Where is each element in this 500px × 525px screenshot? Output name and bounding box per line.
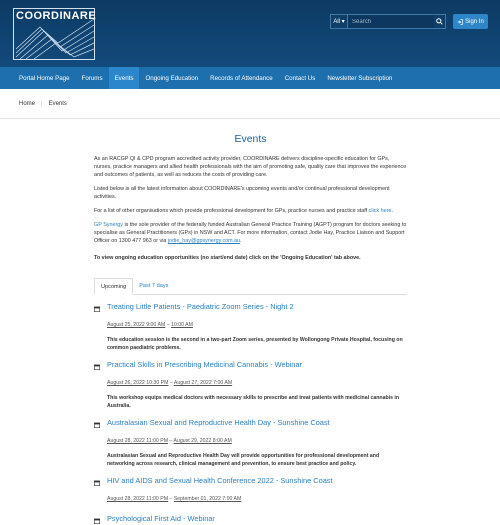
nav-item-ongoing-education[interactable]: Ongoing Education	[145, 74, 199, 82]
tab-upcoming[interactable]: Upcoming	[94, 278, 133, 295]
logo-text: COORDINARE	[16, 10, 97, 22]
sign-in-icon	[457, 19, 463, 25]
event-item	[94, 476, 407, 505]
search-bar	[330, 14, 446, 29]
search-button[interactable]	[434, 15, 445, 28]
gp-synergy-link[interactable]: GP Synergy	[94, 222, 123, 228]
search-scope-label: All	[333, 18, 340, 25]
gp-synergy-paragraph	[94, 221, 407, 245]
event-title-link[interactable]: Psychological First Aid - Webinar	[107, 514, 215, 523]
page-title: Events	[234, 133, 267, 145]
breadcrumb-home-link[interactable]: Home	[19, 101, 36, 107]
event-end-date[interactable]: 10:00 AM	[171, 322, 193, 328]
gp-synergy-text: is the sole provider of the federally funded Australian General Practice Training (AGPT) program for doctors seeking to specialise as General Practitioners (GPs) in NSW and ACT. For more information, contact Jodie Hay, Practice Liaison and Support Officer on 1300 477 963 or via	[94, 222, 407, 244]
calendar-icon	[94, 480, 100, 486]
nav-item-newsletter-subscription[interactable]: Newsletter Subscription	[327, 74, 393, 82]
gp-synergy-end: .	[240, 238, 242, 244]
calendar-icon	[94, 306, 100, 312]
event-end-date[interactable]: August 27, 2022 7:00 AM	[173, 380, 233, 386]
event-date-dash: –	[165, 322, 172, 328]
breadcrumb-bar	[0, 89, 500, 119]
event-start-date[interactable]: August 25, 2022 9:00 AM	[107, 322, 166, 328]
event-start-date[interactable]: August 28, 2022 11:00 PM	[107, 438, 169, 444]
sign-in-label: Sign In	[465, 18, 484, 25]
logo-lines-graphic	[14, 9, 96, 61]
event-start-date[interactable]: August 28, 2022 11:00 PM	[107, 496, 169, 502]
event-description: This education session is the second in a two-part Zoom series, presented by Wollongong Private Hospital, focusing on common paediatric problems.	[107, 337, 403, 351]
nav-item-contact-us[interactable]: Contact Us	[284, 74, 316, 82]
event-end-date[interactable]: August 29, 2022 8:00 AM	[173, 438, 232, 444]
event-description: Australasian Sexual and Reproductive Health Day will provide opportunities for professional development and networking across research, clinical management and prevention, to ensure best practice and policy.	[107, 453, 380, 467]
event-date-dash: –	[168, 438, 174, 444]
event-item	[94, 360, 407, 410]
event-date-dash: –	[168, 380, 174, 386]
main-content	[94, 130, 407, 525]
tab-past-7-days[interactable]: Past 7 days	[139, 283, 169, 289]
ongoing-education-note: To view ongoing education opportunities (no start/end date) click on the 'Ongoing Education' tab above.	[94, 255, 361, 261]
calendar-icon	[94, 364, 100, 370]
intro-paragraph-1: As an RACGP QI & CPD program accredited activity provider, COORDINARE delivers discipline-specific education for GPs, nurses, practice managers and allied health professionals with the aim of promoting safe, quality care that improves the experience and outcomes of patients, as well as reduces the costs of providing care.	[94, 156, 407, 178]
coordinare-logo[interactable]	[13, 8, 95, 60]
breadcrumb	[19, 101, 67, 107]
event-title-link[interactable]: HIV and AIDS and Sexual Health Conference 2022 - Sunshine Coast	[107, 476, 333, 485]
event-title-link[interactable]: Treating Little Patients - Paediatric Zoom Series - Night 2	[107, 302, 294, 311]
intro-paragraph-2: Listed below is all the latest information about COORDINARE's upcoming events and/or continual professional development activities.	[94, 186, 390, 200]
intro-3-text: For a list of other organisations which provide professional development for GPs, practice nurses and practice staff	[94, 208, 369, 214]
site-header	[0, 0, 500, 67]
event-end-date[interactable]: September 01, 2022 7:00 AM	[173, 496, 242, 502]
event-start-date[interactable]: August 26, 2022 10:30 PM	[107, 380, 169, 386]
nav-item-events[interactable]: Events	[109, 67, 140, 89]
breadcrumb-current: Events	[48, 101, 67, 107]
intro-paragraph-3	[94, 207, 407, 215]
email-link[interactable]: jodie_hay@gpsynergy.com.au	[167, 238, 241, 244]
calendar-icon	[94, 518, 100, 524]
search-scope-select[interactable]: All ▾	[331, 15, 348, 28]
event-title-link[interactable]: Australasian Sexual and Reproductive Health Day - Sunshine Coast	[107, 418, 330, 427]
nav-item-records-of-attendance[interactable]: Records of Attendance	[210, 74, 273, 82]
event-item	[94, 418, 407, 468]
sign-in-button[interactable]	[453, 14, 488, 29]
event-tabs	[94, 278, 407, 295]
calendar-icon	[94, 422, 100, 428]
click-here-link[interactable]: click here	[368, 208, 392, 214]
search-input[interactable]	[348, 15, 434, 28]
nav-item-forums[interactable]: Forums	[81, 74, 103, 82]
event-date-dash: –	[168, 496, 174, 502]
event-item	[94, 302, 407, 352]
search-icon	[436, 18, 443, 25]
event-title-link[interactable]: Practical Skills in Prescribing Medicinal Cannabis - Webinar	[107, 360, 302, 369]
nav-item-portal-home[interactable]: Portal Home Page	[19, 74, 70, 82]
breadcrumb-separator: |	[41, 101, 43, 107]
intro-3-end: .	[391, 208, 393, 214]
main-navigation	[0, 67, 500, 89]
event-item	[94, 514, 407, 523]
event-description: This workshop equips medical doctors with necessary skills to prescribe and treat patients with medicinal cannabis in Australia.	[107, 395, 400, 409]
